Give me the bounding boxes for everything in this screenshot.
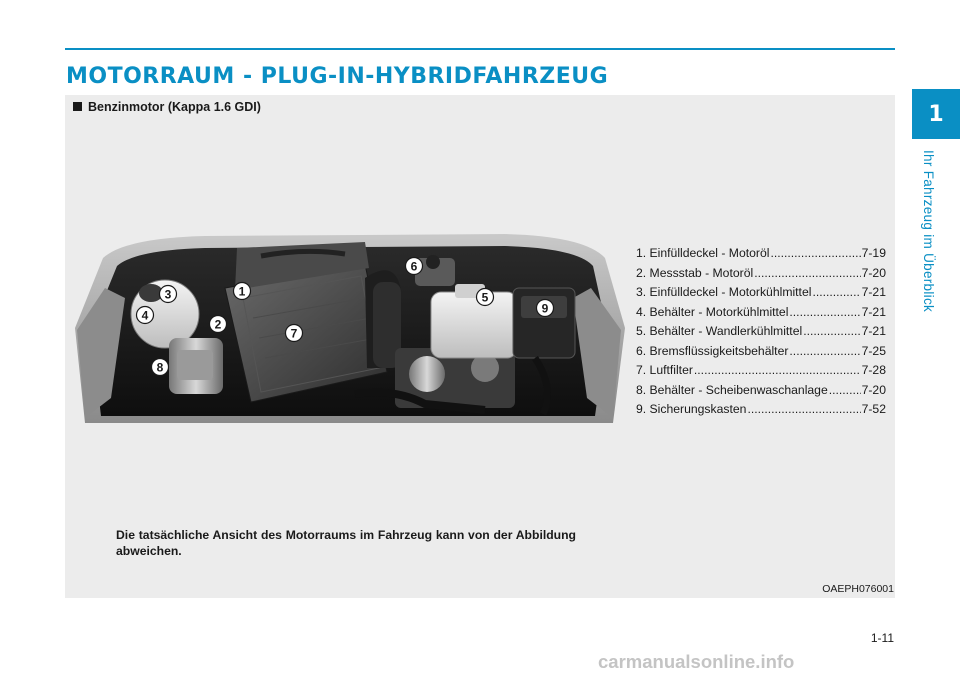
square-bullet-icon	[73, 102, 82, 111]
fuse-box	[513, 288, 575, 358]
callout-2	[210, 316, 227, 333]
callout-9	[537, 300, 554, 317]
legend-item: 6. Bremsflüssigkeitsbehälter ..... 7-25	[636, 344, 886, 364]
page-reference: 7-21	[861, 285, 886, 299]
legend-item: 7. Luftfilter ..... 7-28	[636, 363, 886, 383]
subheading-text: Benzinmotor (Kappa 1.6 GDI)	[88, 100, 261, 114]
page-reference: 7-28	[861, 363, 886, 377]
callout-8-number: 8	[156, 360, 164, 375]
legend-item: 9. Sicherungskasten ..... 7-52	[636, 402, 886, 422]
legend-item: 8. Behälter - Scheibenwaschanlage ..... 7-20	[636, 383, 886, 403]
engine-bay-illustration	[65, 218, 633, 442]
callout-6	[406, 258, 423, 275]
legend-item: 5. Behälter - Wandlerkühlmittel ..... 7-21	[636, 324, 886, 344]
leader-dots	[789, 305, 860, 319]
page-reference: 7-20	[861, 382, 886, 397]
chapter-name: Ihr Fahrzeug im Überblick	[921, 150, 936, 313]
callout-9-number: 9	[541, 301, 549, 316]
washer-pump-assembly	[169, 338, 223, 394]
page-reference: 7-20	[861, 265, 886, 280]
page-reference: 7-52	[861, 402, 886, 416]
callout-7-number: 7	[290, 326, 298, 341]
leader-dots	[694, 363, 861, 377]
legend-item: 1. Einfülldeckel - Motoröl ..... 7-19	[636, 246, 886, 266]
watermark-text: carmanualsonline.info	[598, 651, 795, 672]
callout-4-number: 4	[141, 308, 149, 323]
component-legend	[636, 246, 886, 422]
callout-2-number: 2	[214, 317, 222, 332]
leader-dots	[812, 285, 860, 299]
page-reference: 7-21	[861, 304, 886, 319]
leader-dots	[770, 246, 860, 260]
callout-5-number: 5	[481, 290, 489, 305]
page-reference: 7-21	[861, 324, 886, 338]
page-reference: 7-25	[861, 343, 886, 358]
image-code: OAEPH076001	[822, 583, 894, 595]
chapter-tab[interactable]	[912, 89, 960, 139]
callout-8	[152, 359, 169, 376]
callout-6-number: 6	[410, 259, 418, 274]
chapter-number: 1	[928, 101, 944, 127]
page-reference: 7-19	[861, 246, 886, 260]
page-number: 1-11	[870, 631, 894, 645]
callout-1-number: 1	[238, 284, 246, 299]
leader-dots	[754, 266, 860, 280]
leader-dots	[803, 324, 860, 338]
callout-3-number: 3	[164, 287, 172, 302]
legend-item: 4. Behälter - Motorkühlmittel ..... 7-21	[636, 305, 886, 325]
legend-item: 3. Einfülldeckel - Motorkühlmittel ..... 7-21	[636, 285, 886, 305]
leader-dots	[829, 383, 861, 397]
inverter-coolant-tank	[431, 284, 517, 358]
leader-dots	[789, 344, 860, 358]
callout-7	[286, 325, 303, 342]
callout-3	[160, 286, 177, 303]
leader-dots	[747, 402, 860, 416]
legend-item: 2. Messstab - Motoröl ..... 7-20	[636, 266, 886, 286]
callout-1	[234, 283, 251, 300]
disclaimer-note: Die tatsächliche Ansicht des Motorraums im Fahrzeug kann von der Abbildung abweichen.	[116, 528, 576, 558]
header-rule	[65, 48, 895, 50]
callout-4	[137, 307, 154, 324]
callout-5	[477, 289, 494, 306]
section-title: MOTORRAUM - PLUG-IN-HYBRIDFAHRZEUG	[66, 64, 609, 89]
figure-subheading	[73, 100, 261, 114]
